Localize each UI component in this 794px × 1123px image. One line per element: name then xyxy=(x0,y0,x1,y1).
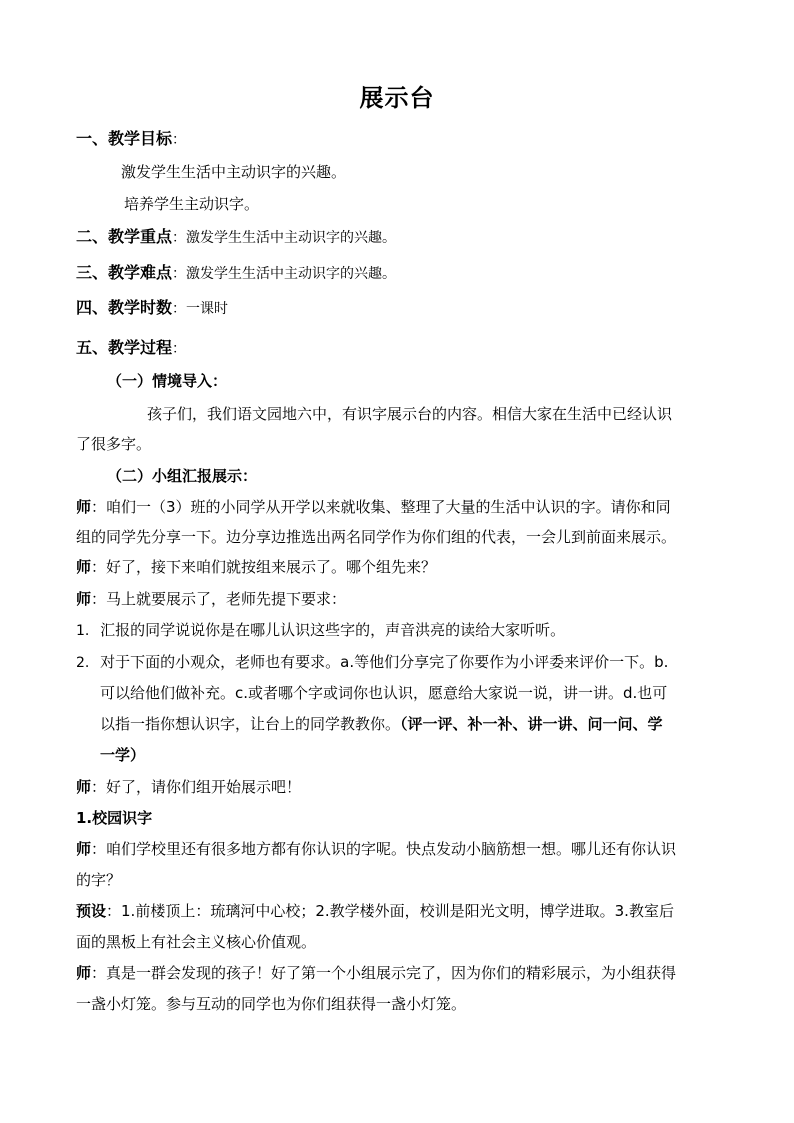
speaker-label: 师 xyxy=(76,558,92,576)
speaker-label: 师 xyxy=(76,498,92,516)
part-1-text-b: 了很多字。 xyxy=(76,435,152,453)
preset-label: 预设 xyxy=(76,902,107,920)
section-5-heading: 五、教学过程： xyxy=(76,338,187,357)
teacher-line-3: 师：马上就要展示了，老师先提下要求： xyxy=(76,590,347,608)
teacher-line-4: 师：好了，请你们组开始展示吧！ xyxy=(76,778,302,796)
section-2-heading: 二、教学重点：激发学生生活中主动识字的兴趣。 xyxy=(76,227,397,246)
school-teacher-line-1b: 的字？ xyxy=(76,871,122,889)
school-teacher-line-1a: 师：咱们学校里还有很多地方都有你认识的字呢。快点发动小脑筋想一想。哪儿还有你认识 xyxy=(76,840,677,858)
school-heading: 1.校园识字 xyxy=(76,809,153,827)
page-title: 展示台 xyxy=(359,84,435,112)
section-3-heading: 三、教学难点：激发学生生活中主动识字的兴趣。 xyxy=(76,263,397,282)
section-1-heading: 一、教学目标： xyxy=(76,129,187,148)
teacher-line-2: 师：好了，接下来咱们就按组来展示了。哪个组先来？ xyxy=(76,558,437,576)
requirement-2-line-c: 以指一指你想认识字，让台上的同学教教你。（评一评、补一补、讲一讲、问一问、学 xyxy=(100,715,663,733)
speaker-label: 师 xyxy=(76,778,92,796)
requirement-2-number: 2. xyxy=(76,655,90,671)
part-1-text-a: 孩子们，我们语文园地六中，有识字展示台的内容。相信大家在生活中已经认识 xyxy=(147,405,673,423)
section-1-label: 一、教学目标 xyxy=(76,129,173,148)
preset-line-b: 面的黑板上有社会主义核心价值观。 xyxy=(76,933,317,951)
speaker-label: 师 xyxy=(76,840,92,858)
teacher-line-1a: 师：咱们一（3）班的小同学从开学以来就收集、整理了大量的生活中认识的字。请你和同 xyxy=(76,498,671,516)
school-teacher-line-2a: 师：真是一群会发现的孩子！好了第一个小组展示完了，因为你们的精彩展示，为小组获得 xyxy=(76,964,677,982)
section-4-heading: 四、教学时数：一课时 xyxy=(76,298,229,317)
section-4-text: 一课时 xyxy=(186,301,229,317)
school-teacher-line-2b: 一盏小灯笼。参与互动的同学也为你们组获得一盏小灯笼。 xyxy=(76,995,467,1013)
requirement-2-line-b: 可以给他们做补充。c.或者哪个字或词你也认识，愿意给大家说一说，讲一讲。d.也可 xyxy=(100,684,668,702)
speaker-label: 师 xyxy=(76,964,92,982)
requirement-2: 2. 对于下面的小观众，老师也有要求。a.等他们分享完了你要作为小评委来评价一下。b. xyxy=(76,653,669,671)
preset-line-a: 预设：1.前楼顶上：琉璃河中心校；2.教学楼外面，校训是阳光文明，博学进取。3.教室后 xyxy=(76,902,674,920)
section-3-text: 激发学生生活中主动识字的兴趣。 xyxy=(186,266,397,282)
requirement-1-number: 1. xyxy=(76,623,90,639)
speaker-label: 师 xyxy=(76,590,92,608)
objective-1: 激发学生生活中主动识字的兴趣。 xyxy=(121,163,347,181)
section-2-text: 激发学生生活中主动识字的兴趣。 xyxy=(186,230,397,246)
requirement-2-summary: （评一评、补一补、讲一讲、问一问、学 xyxy=(400,715,663,733)
requirement-1: 1. 汇报的同学说说你是在哪儿认识这些字的，声音洪亮的读给大家听听。 xyxy=(76,621,566,639)
part-1-heading: （一）情境导入： xyxy=(107,372,228,390)
part-2-heading: （二）小组汇报展示： xyxy=(107,467,258,485)
requirement-2-line-d: 一学） xyxy=(100,746,146,764)
teacher-line-1b: 组的同学先分享一下。边分享边推选出两名同学作为你们组的代表，一会儿到前面来展示。 xyxy=(76,528,677,546)
objective-2: 培养学生主动识字。 xyxy=(124,195,260,213)
